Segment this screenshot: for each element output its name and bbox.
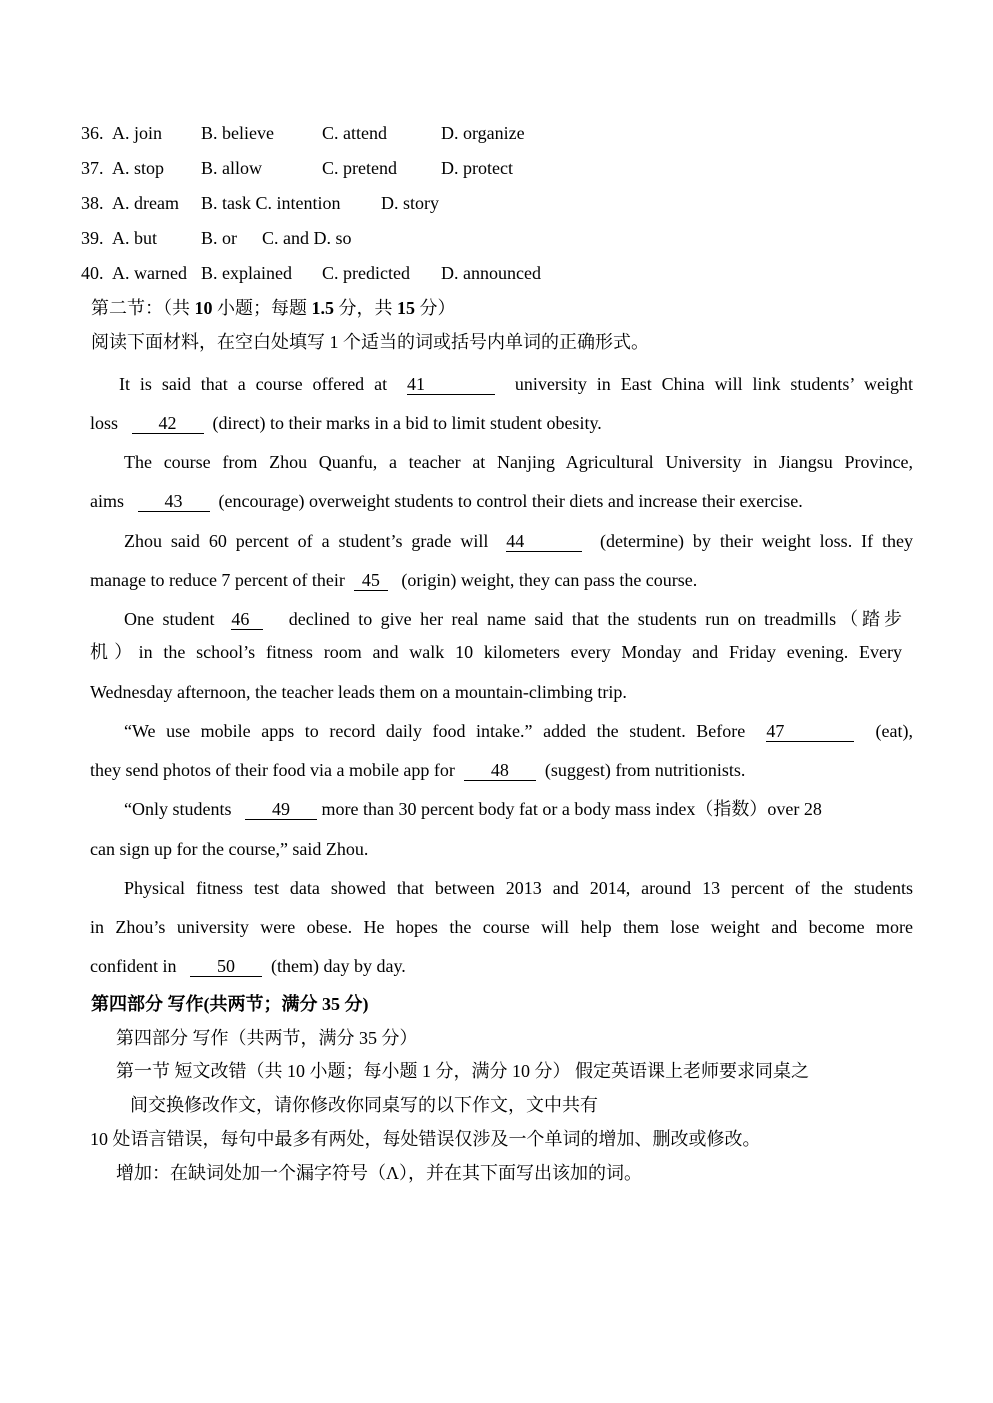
option-a: A. warned bbox=[112, 263, 187, 283]
question-number: 36. bbox=[81, 123, 104, 143]
section-2-heading: 第二节：（共 10 小题；每题 1.5 分，共 15 分） bbox=[91, 298, 456, 318]
option-d: D. story bbox=[381, 193, 439, 213]
option-a: A. join bbox=[112, 123, 163, 143]
option-b-c: B. task C. intention bbox=[201, 193, 341, 213]
blank-49[interactable]: 49 bbox=[245, 799, 317, 820]
blank-44[interactable]: 44 bbox=[506, 531, 582, 552]
option-a: A. dream bbox=[112, 193, 179, 213]
section-1-instruction: 增加：在缺词处加一个漏字符号（Λ），并在其下面写出该加的词。 bbox=[116, 1163, 643, 1183]
part-4-heading: 第四部分 写作(共两节；满分 35 分) bbox=[91, 994, 369, 1014]
blank-43[interactable]: 43 bbox=[138, 491, 210, 512]
blank-46[interactable]: 46 bbox=[231, 609, 263, 630]
question-number: 39. bbox=[81, 228, 104, 248]
blank-47[interactable]: 47 bbox=[766, 721, 854, 742]
passage-line: One student 46 declined to give her real name said that the students run on treadmills（踏步 bbox=[124, 609, 903, 629]
passage-line: Zhou said 60 percent of a student’s grade will 44 (determine) by their weight loss. If they bbox=[124, 531, 914, 551]
question-number: 38. bbox=[81, 193, 104, 213]
passage-line: in Zhou’s university were obese. He hopes the course will help them lose weight and become more bbox=[90, 917, 913, 937]
option-c-d: C. and D. so bbox=[262, 228, 352, 248]
passage-line: 机）in the school’s fitness room and walk 10 kilometers every Monday and Friday evening. Every bbox=[90, 642, 902, 662]
passage-line: confident in 50 (them) day by day. bbox=[90, 956, 406, 976]
option-b: B. explained bbox=[201, 263, 292, 283]
passage-line: manage to reduce 7 percent of their 45 (origin) weight, they can pass the course. bbox=[90, 570, 698, 590]
passage-line: The course from Zhou Quanfu, a teacher at Nanjing Agricultural University in Jiangsu Province, bbox=[124, 452, 913, 472]
blank-45[interactable]: 45 bbox=[354, 570, 388, 591]
option-a: A. stop bbox=[112, 158, 165, 178]
question-number: 37. bbox=[81, 158, 104, 178]
passage-line: they send photos of their food via a mobile app for 48 (suggest) from nutritionists. bbox=[90, 760, 746, 780]
blank-41[interactable]: 41 bbox=[407, 374, 495, 395]
option-c: C. attend bbox=[322, 123, 387, 143]
passage-line: loss 42 (direct) to their marks in a bid to limit student obesity. bbox=[90, 413, 602, 433]
part-4-subheading: 第四部分 写作（共两节，满分 35 分） bbox=[116, 1028, 418, 1048]
passage-line: can sign up for the course,” said Zhou. bbox=[90, 839, 369, 859]
question-number: 40. bbox=[81, 263, 104, 283]
option-d: D. announced bbox=[441, 263, 541, 283]
passage-line: aims 43 (encourage) overweight students to control their diets and increase their exercise. bbox=[90, 491, 803, 511]
section-1-instruction: 10 处语言错误，每句中最多有两处，每处错误仅涉及一个单词的增加、删改或修改。 bbox=[90, 1129, 761, 1149]
passage-line: “Only students 49 more than 30 percent body fat or a body mass index（指数）over 28 bbox=[124, 799, 822, 819]
option-b: B. allow bbox=[201, 158, 262, 178]
blank-48[interactable]: 48 bbox=[464, 760, 536, 781]
option-c: C. predicted bbox=[322, 263, 410, 283]
passage-line: Physical fitness test data showed that between 2013 and 2014, around 13 percent of the students bbox=[124, 878, 913, 898]
passage-line: It is said that a course offered at 41 university in East China will link students’ weight bbox=[119, 374, 914, 394]
option-b: B. believe bbox=[201, 123, 274, 143]
section-1-instruction: 间交换修改作文，请你修改你同桌写的以下作文，文中共有 bbox=[130, 1095, 598, 1115]
option-d: D. organize bbox=[441, 123, 525, 143]
blank-42[interactable]: 42 bbox=[132, 413, 204, 434]
section-1-instruction: 第一节 短文改错（共 10 小题；每小题 1 分，满分 10 分） 假定英语课上老师要求同桌之 bbox=[116, 1061, 809, 1081]
passage-line: “We use mobile apps to record daily food intake.” added the student. Before 47 (eat), bbox=[124, 721, 914, 741]
option-b: B. or bbox=[201, 228, 237, 248]
option-c: C. pretend bbox=[322, 158, 397, 178]
blank-50[interactable]: 50 bbox=[190, 956, 262, 977]
option-d: D. protect bbox=[441, 158, 513, 178]
passage-line: Wednesday afternoon, the teacher leads them on a mountain-climbing trip. bbox=[90, 682, 627, 702]
section-2-instruction: 阅读下面材料，在空白处填写 1 个适当的词或括号内单词的正确形式。 bbox=[91, 332, 649, 352]
option-a: A. but bbox=[112, 228, 157, 248]
